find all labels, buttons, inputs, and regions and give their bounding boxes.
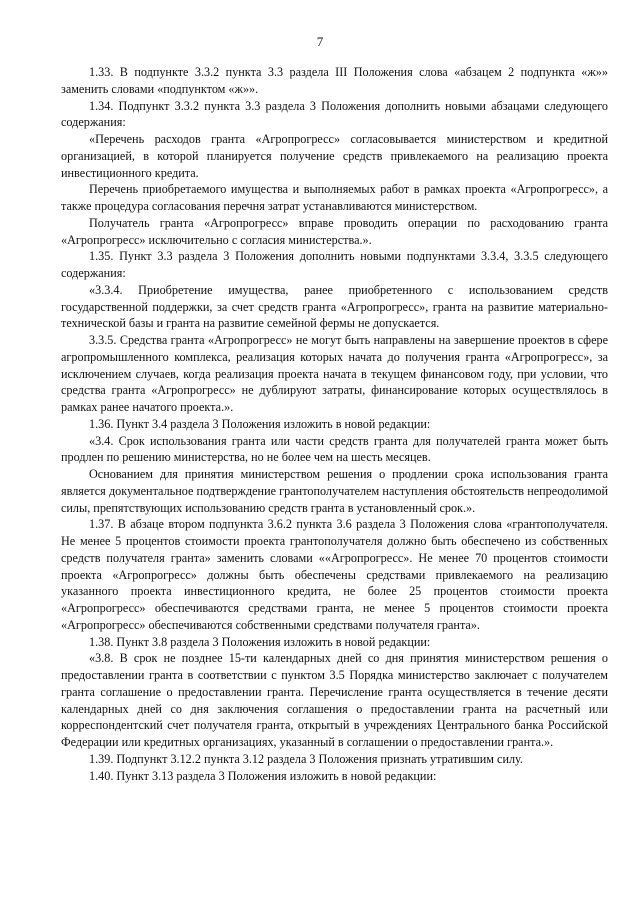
paragraph-1-36: 1.36. Пункт 3.4 раздела 3 Положения изложить в новой редакции: (89, 416, 431, 431)
paragraph-1-34-list-property: Перечень приобретаемого имущества и выполняемых работ в рамках проекта «Агропрогресс», а также процедура согласования перечня затрат устанавливаются министерством. (61, 182, 608, 213)
paragraph-1-39: 1.39. Подпункт 3.12.2 пункта 3.12 раздела 3 Положения признать утратившим силу. (89, 751, 523, 766)
paragraph-1-38: 1.38. Пункт 3.8 раздела 3 Положения изложить в новой редакции: (89, 634, 431, 649)
document-body (61, 64, 608, 784)
paragraph-1-34-list-expenses: «Перечень расходов гранта «Агропрогресс» согласовывается министерством и кредитной организацией, в которой планируется получение средств привлекаемого на реализацию проекта инвестиционного кредита. (61, 132, 608, 180)
paragraph-1-33: 1.33. В подпункте 3.3.2 пункта 3.3 раздела III Положения слова «абзацем 2 подпункта «ж»» заменить словами «подпунктом «ж»». (61, 65, 608, 96)
paragraph-3-3-5: 3.3.5. Средства гранта «Агропрогресс» не могут быть направлены на завершение проектов в сфере агропромышленного комплекса, реализация которых начата до получения гранта «Агропрогресс», за исключением случаев, когда реализация проекта начата в текущем финансовом году, при условии, что средства гранта «Агропрогресс» не дублируют затраты, финансирование которых осуществлялось в рамках ранее начатого проекта.». (61, 333, 608, 414)
paragraph-1-34: 1.34. Подпункт 3.3.2 пункта 3.3 раздела 3 Положения дополнить новыми абзацами следующего содержания: (61, 98, 608, 130)
paragraph-3-8: «3.8. В срок не позднее 15-ти календарных дней со дня принятия министерством решения о предоставлении гранта в соответствии с пунктом 3.5 Порядка министерство заключает с получателем гранта соглашение о предоставлении гранта. Перечисление гранта осуществляется в течение десяти календарных дней со дня заключения соглашения о предоставлении гранта на расчетный или корреспондентский счет получателя гранта, открытый в учреждениях Центрального банка Российской Федерации или кредитных организациях, указанный в соглашении о предоставлении гранта.». (61, 651, 608, 749)
paragraph-3-4-basis: Основанием для принятия министерством решения о продлении срока использования гранта является документальное подтверждение грантополучателем наступления обстоятельств непреодолимой силы, препятствующих использованию средств гранта в установленный срок.». (61, 467, 608, 515)
paragraph-1-37: 1.37. В абзаце втором подпункта 3.6.2 пункта 3.6 раздела 3 Положения слова «грантополучателя. Не менее 5 процентов стоимости проекта грантополучателя должно быть обеспечено из собственных средств получателя гранта» заменить словами ««Агропрогресс». Не менее 70 процентов стоимости проекта «Агропрогресс» должны быть обеспечены средствами привлекаемого на реализацию указанного проекта инвестиционного кредита, не более 25 процентов стоимости проекта «Агропрогресс» обеспечиваются средствами гранта, не менее 5 процентов стоимости проекта «Агропрогресс» обеспечиваются собственными средствами получателя гранта». (61, 517, 608, 632)
paragraph-3-3-4: «3.3.4. Приобретение имущества, ранее приобретенного с использованием средств государственной поддержки, за счет средств гранта «Агропрогресс», гранта на развитие материально-технической базы и гранта на развитие семейной фермы не допускается. (61, 282, 608, 331)
paragraph-1-40: 1.40. Пункт 3.13 раздела 3 Положения изложить в новой редакции: (89, 768, 437, 783)
paragraph-3-4: «3.4. Срок использования гранта или части средств гранта для получателей гранта может быть продлен по решению министерства, но не более чем на шесть месяцев. (61, 433, 608, 465)
paragraph-1-34-recipient: Получатель гранта «Агропрогресс» вправе проводить операции по расходованию гранта «Агропрогресс» исключительно с согласия министерства.». (61, 215, 608, 247)
page-number: 7 (316, 34, 324, 49)
paragraph-1-35: 1.35. Пункт 3.3 раздела 3 Положения дополнить новыми подпунктами 3.3.4, 3.3.5 следующего содержания: (61, 249, 608, 280)
